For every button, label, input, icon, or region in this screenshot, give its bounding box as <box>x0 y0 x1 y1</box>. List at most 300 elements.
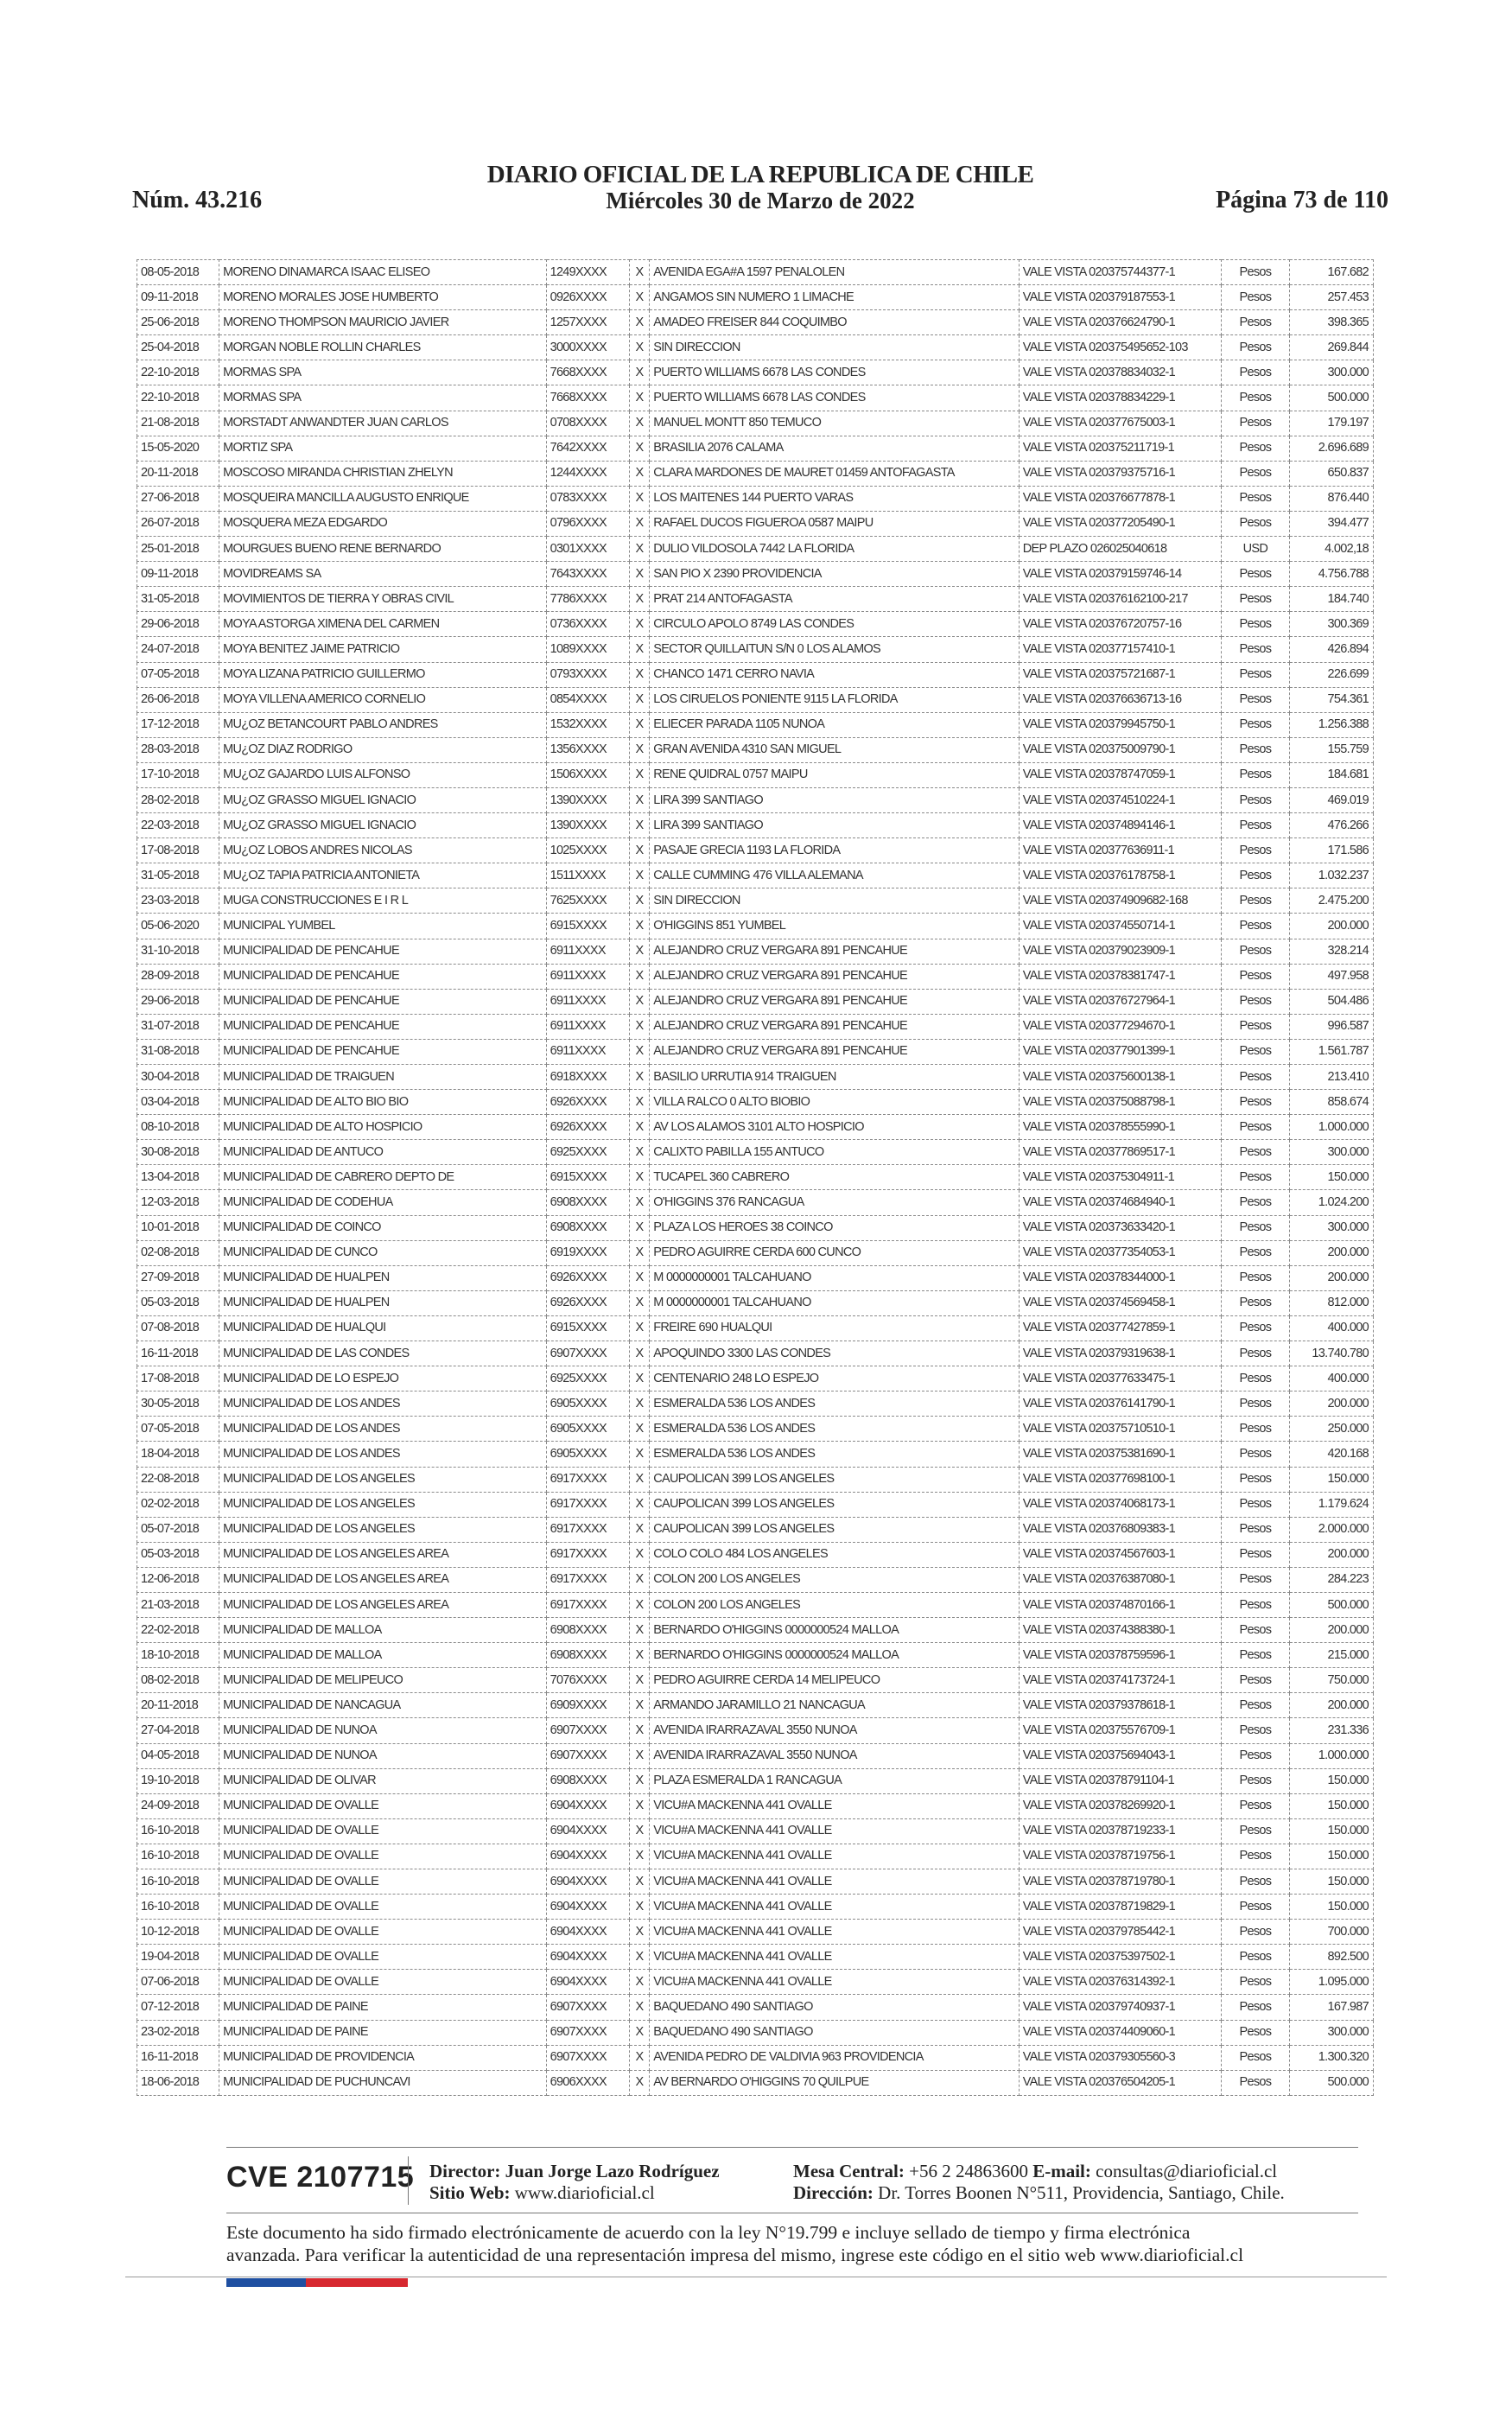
document-cell: VALE VISTA 020376720757-16 <box>1019 612 1221 637</box>
mark-cell: X <box>629 1366 650 1392</box>
table-row <box>137 1718 1374 1743</box>
id-cell: 0736XXXX <box>546 612 629 637</box>
table-row <box>137 562 1374 587</box>
document-cell: VALE VISTA 020378719829-1 <box>1019 1895 1221 1920</box>
name-cell: MUNICIPALIDAD DE COINCO <box>219 1215 546 1240</box>
currency-cell: Pesos <box>1222 1517 1290 1542</box>
mark-cell: X <box>629 335 650 360</box>
document-cell: VALE VISTA 020376727964-1 <box>1019 989 1221 1014</box>
address-cell: CAUPOLICAN 399 LOS ANGELES <box>650 1517 1020 1542</box>
address-cell: O'HIGGINS 851 YUMBEL <box>650 914 1020 939</box>
mark-cell: X <box>629 1743 650 1768</box>
name-cell: MORENO THOMPSON MAURICIO JAVIER <box>219 310 546 335</box>
amount-cell: 167.682 <box>1289 260 1373 285</box>
name-cell: MUNICIPALIDAD DE ALTO BIO BIO <box>219 1090 546 1115</box>
mark-cell: X <box>629 637 650 662</box>
director-label: Director: <box>429 2161 501 2181</box>
address-cell: MANUEL MONTT 850 TEMUCO <box>650 411 1020 436</box>
date-cell: 22-10-2018 <box>137 385 219 411</box>
table-row <box>137 787 1374 812</box>
table-row <box>137 1442 1374 1467</box>
address-cell: VICU#A MACKENNA 441 OVALLE <box>650 1869 1020 1895</box>
amount-cell: 257.453 <box>1289 285 1373 310</box>
date-cell: 16-10-2018 <box>137 1844 219 1869</box>
currency-cell: Pesos <box>1222 1366 1290 1392</box>
date-cell: 31-08-2018 <box>137 1039 219 1064</box>
id-cell: 3000XXXX <box>546 335 629 360</box>
document-cell: VALE VISTA 020374550714-1 <box>1019 914 1221 939</box>
mark-cell: X <box>629 1895 650 1920</box>
mark-cell: X <box>629 1542 650 1567</box>
table-row <box>137 1417 1374 1442</box>
amount-cell: 184.681 <box>1289 762 1373 787</box>
address-cell: APOQUINDO 3300 LAS CONDES <box>650 1341 1020 1366</box>
id-cell: 6907XXXX <box>546 2020 629 2045</box>
document-cell: VALE VISTA 020377294670-1 <box>1019 1014 1221 1039</box>
currency-cell: Pesos <box>1222 385 1290 411</box>
date-cell: 13-04-2018 <box>137 1165 219 1190</box>
table-row <box>137 1165 1374 1190</box>
amount-cell: 500.000 <box>1289 2070 1373 2095</box>
date-cell: 26-06-2018 <box>137 687 219 712</box>
address-cell: SECTOR QUILLAITUN S/N 0 LOS ALAMOS <box>650 637 1020 662</box>
currency-cell: Pesos <box>1222 1869 1290 1895</box>
amount-cell: 398.365 <box>1289 310 1373 335</box>
address-cell: BAQUEDANO 490 SANTIAGO <box>650 2020 1020 2045</box>
id-cell: 0708XXXX <box>546 411 629 436</box>
date-cell: 10-01-2018 <box>137 1215 219 1240</box>
table-row <box>137 2020 1374 2045</box>
date-cell: 20-11-2018 <box>137 1693 219 1718</box>
date-cell: 27-09-2018 <box>137 1265 219 1290</box>
id-cell: 6908XXXX <box>546 1215 629 1240</box>
address-cell: RAFAEL DUCOS FIGUEROA 0587 MAIPU <box>650 511 1020 536</box>
table-row <box>137 1668 1374 1693</box>
mark-cell: X <box>629 1215 650 1240</box>
name-cell: MU¿OZ TAPIA PATRICIA ANTONIETA <box>219 863 546 888</box>
amount-cell: 150.000 <box>1289 1768 1373 1793</box>
currency-cell: Pesos <box>1222 662 1290 687</box>
mark-cell: X <box>629 436 650 461</box>
currency-cell: Pesos <box>1222 989 1290 1014</box>
currency-cell: Pesos <box>1222 335 1290 360</box>
name-cell: MOSQUERA MEZA EDGARDO <box>219 511 546 536</box>
address-cell: ALEJANDRO CRUZ VERGARA 891 PENCAHUE <box>650 1039 1020 1064</box>
name-cell: MORSTADT ANWANDTER JUAN CARLOS <box>219 411 546 436</box>
address-cell: BASILIO URRUTIA 914 TRAIGUEN <box>650 1065 1020 1090</box>
id-cell: 6904XXXX <box>546 1793 629 1818</box>
amount-cell: 167.987 <box>1289 1995 1373 2020</box>
name-cell: MUNICIPALIDAD DE LOS ANGELES AREA <box>219 1542 546 1567</box>
table-row <box>137 888 1374 914</box>
id-cell: 6918XXXX <box>546 1065 629 1090</box>
address-cell: VICU#A MACKENNA 441 OVALLE <box>650 1793 1020 1818</box>
date-cell: 22-10-2018 <box>137 360 219 385</box>
name-cell: MU¿OZ GRASSO MIGUEL IGNACIO <box>219 787 546 812</box>
amount-cell: 250.000 <box>1289 1417 1373 1442</box>
currency-cell: Pesos <box>1222 2020 1290 2045</box>
amount-cell: 184.740 <box>1289 587 1373 612</box>
document-cell: VALE VISTA 020377427859-1 <box>1019 1315 1221 1341</box>
date-cell: 17-12-2018 <box>137 712 219 737</box>
document-cell: VALE VISTA 020374870166-1 <box>1019 1592 1221 1617</box>
date-cell: 07-05-2018 <box>137 662 219 687</box>
address-cell: COLON 200 LOS ANGELES <box>650 1592 1020 1617</box>
date-cell: 28-02-2018 <box>137 787 219 812</box>
id-cell: 6905XXXX <box>546 1392 629 1417</box>
date-cell: 26-07-2018 <box>137 511 219 536</box>
publication-title: DIARIO OFICIAL DE LA REPUBLICA DE CHILE <box>486 161 1034 188</box>
mark-cell: X <box>629 762 650 787</box>
table-row <box>137 1140 1374 1165</box>
address-cell: SIN DIRECCION <box>650 335 1020 360</box>
mark-cell: X <box>629 1567 650 1592</box>
document-cell: VALE VISTA 020379319638-1 <box>1019 1341 1221 1366</box>
table-row <box>137 486 1374 511</box>
mark-cell: X <box>629 411 650 436</box>
table-row <box>137 537 1374 562</box>
document-cell: VALE VISTA 020379187553-1 <box>1019 285 1221 310</box>
mark-cell: X <box>629 939 650 964</box>
document-cell: VALE VISTA 020378834229-1 <box>1019 385 1221 411</box>
document-cell: VALE VISTA 020378381747-1 <box>1019 964 1221 989</box>
address-cell: ALEJANDRO CRUZ VERGARA 891 PENCAHUE <box>650 939 1020 964</box>
email-link[interactable]: consultas@diarioficial.cl <box>1096 2161 1278 2181</box>
mark-cell: X <box>629 1240 650 1265</box>
document-cell: VALE VISTA 020375397502-1 <box>1019 1945 1221 1970</box>
document-cell: VALE VISTA 020376636713-16 <box>1019 687 1221 712</box>
date-cell: 05-06-2020 <box>137 914 219 939</box>
amount-cell: 996.587 <box>1289 1014 1373 1039</box>
amount-cell: 284.223 <box>1289 1567 1373 1592</box>
id-cell: 6907XXXX <box>546 1718 629 1743</box>
table-row <box>137 1618 1374 1643</box>
id-cell: 6915XXXX <box>546 914 629 939</box>
date-cell: 30-05-2018 <box>137 1392 219 1417</box>
address-cell: VILLA RALCO 0 ALTO BIOBIO <box>650 1090 1020 1115</box>
date-cell: 31-05-2018 <box>137 863 219 888</box>
mark-cell: X <box>629 1065 650 1090</box>
document-cell: VALE VISTA 020379159746-14 <box>1019 562 1221 587</box>
name-cell: MUNICIPALIDAD DE OVALLE <box>219 1844 546 1869</box>
name-cell: MUNICIPALIDAD DE LOS ANDES <box>219 1392 546 1417</box>
date-cell: 15-05-2020 <box>137 436 219 461</box>
id-cell: 1025XXXX <box>546 838 629 863</box>
date-cell: 25-01-2018 <box>137 537 219 562</box>
id-cell: 6905XXXX <box>546 1417 629 1442</box>
id-cell: 6925XXXX <box>546 1366 629 1392</box>
address-cell: CIRCULO APOLO 8749 LAS CONDES <box>650 612 1020 637</box>
document-cell: VALE VISTA 020377901399-1 <box>1019 1039 1221 1064</box>
amount-cell: 200.000 <box>1289 1693 1373 1718</box>
director-name: Juan Jorge Lazo Rodríguez <box>505 2161 720 2181</box>
id-cell: 6904XXXX <box>546 1818 629 1844</box>
name-cell: MUNICIPALIDAD DE CUNCO <box>219 1240 546 1265</box>
address-cell: TUCAPEL 360 CABRERO <box>650 1165 1020 1190</box>
table-row <box>137 637 1374 662</box>
mark-cell: X <box>629 964 650 989</box>
date-cell: 21-03-2018 <box>137 1592 219 1617</box>
table-row <box>137 1995 1374 2020</box>
date-cell: 08-10-2018 <box>137 1115 219 1140</box>
date-cell: 08-05-2018 <box>137 260 219 285</box>
table-row <box>137 1392 1374 1417</box>
amount-cell: 1.095.000 <box>1289 1970 1373 1995</box>
name-cell: MUNICIPALIDAD DE PAINE <box>219 1995 546 2020</box>
currency-cell: Pesos <box>1222 1618 1290 1643</box>
address-cell: SIN DIRECCION <box>650 888 1020 914</box>
table-row <box>137 1743 1374 1768</box>
name-cell: MOYA ASTORGA XIMENA DEL CARMEN <box>219 612 546 637</box>
id-cell: 7642XXXX <box>546 436 629 461</box>
currency-cell: Pesos <box>1222 1970 1290 1995</box>
id-cell: 1511XXXX <box>546 863 629 888</box>
currency-cell: Pesos <box>1222 1140 1290 1165</box>
address-cell: AMADEO FREISER 844 COQUIMBO <box>650 310 1020 335</box>
site-link[interactable]: www.diarioficial.cl <box>514 2182 655 2203</box>
mark-cell: X <box>629 1492 650 1517</box>
date-cell: 09-11-2018 <box>137 562 219 587</box>
currency-cell: Pesos <box>1222 1643 1290 1668</box>
currency-cell: Pesos <box>1222 1014 1290 1039</box>
amount-cell: 150.000 <box>1289 1895 1373 1920</box>
mark-cell: X <box>629 486 650 511</box>
amount-cell: 200.000 <box>1289 1618 1373 1643</box>
id-cell: 1249XXXX <box>546 260 629 285</box>
name-cell: MUNICIPALIDAD DE LO ESPEJO <box>219 1366 546 1392</box>
document-cell: VALE VISTA 020376178758-1 <box>1019 863 1221 888</box>
document-cell: VALE VISTA 020379785442-1 <box>1019 1920 1221 1945</box>
table-row <box>137 385 1374 411</box>
name-cell: MU¿OZ LOBOS ANDRES NICOLAS <box>219 838 546 863</box>
document-cell: VALE VISTA 020374909682-168 <box>1019 888 1221 914</box>
date-cell: 19-04-2018 <box>137 1945 219 1970</box>
name-cell: MOYA VILLENA AMERICO CORNELIO <box>219 687 546 712</box>
currency-cell: Pesos <box>1222 486 1290 511</box>
mark-cell: X <box>629 385 650 411</box>
address-cell: ESMERALDA 536 LOS ANDES <box>650 1392 1020 1417</box>
currency-cell: Pesos <box>1222 1115 1290 1140</box>
address-cell: ESMERALDA 536 LOS ANDES <box>650 1417 1020 1442</box>
name-cell: MORMAS SPA <box>219 385 546 411</box>
document-cell: VALE VISTA 020379945750-1 <box>1019 712 1221 737</box>
currency-cell: Pesos <box>1222 1567 1290 1592</box>
amount-cell: 876.440 <box>1289 486 1373 511</box>
amount-cell: 497.958 <box>1289 964 1373 989</box>
document-cell: VALE VISTA 020375744377-1 <box>1019 260 1221 285</box>
table-row <box>137 1014 1374 1039</box>
amount-cell: 500.000 <box>1289 385 1373 411</box>
page-header <box>130 161 1391 214</box>
name-cell: MU¿OZ BETANCOURT PABLO ANDRES <box>219 712 546 737</box>
date-cell: 25-04-2018 <box>137 335 219 360</box>
mark-cell: X <box>629 838 650 863</box>
flag-stripe-blue <box>226 2278 306 2287</box>
mark-cell: X <box>629 1517 650 1542</box>
table-row <box>137 989 1374 1014</box>
currency-cell: Pesos <box>1222 1542 1290 1567</box>
name-cell: MORTIZ SPA <box>219 436 546 461</box>
currency-cell: Pesos <box>1222 360 1290 385</box>
mark-cell: X <box>629 260 650 285</box>
address-cell: ALEJANDRO CRUZ VERGARA 891 PENCAHUE <box>650 964 1020 989</box>
date-cell: 16-10-2018 <box>137 1895 219 1920</box>
id-cell: 6917XXXX <box>546 1467 629 1492</box>
currency-cell: Pesos <box>1222 1768 1290 1793</box>
address-cell: LIRA 399 SANTIAGO <box>650 813 1020 838</box>
currency-cell: Pesos <box>1222 863 1290 888</box>
mark-cell: X <box>629 1392 650 1417</box>
name-cell: MUNICIPALIDAD DE LOS ANGELES AREA <box>219 1592 546 1617</box>
document-cell: VALE VISTA 020375495652-103 <box>1019 335 1221 360</box>
records-table-body <box>137 260 1374 2096</box>
name-cell: MUNICIPALIDAD DE LAS CONDES <box>219 1341 546 1366</box>
table-row <box>137 1467 1374 1492</box>
table-row <box>137 1290 1374 1315</box>
name-cell: MUNICIPALIDAD DE OVALLE <box>219 1945 546 1970</box>
amount-cell: 426.894 <box>1289 637 1373 662</box>
currency-cell: Pesos <box>1222 687 1290 712</box>
date-cell: 23-02-2018 <box>137 2020 219 2045</box>
document-cell: VALE VISTA 020373633420-1 <box>1019 1215 1221 1240</box>
date-cell: 07-06-2018 <box>137 1970 219 1995</box>
table-row <box>137 1492 1374 1517</box>
document-cell: VALE VISTA 020375009790-1 <box>1019 737 1221 762</box>
document-cell: VALE VISTA 020377205490-1 <box>1019 511 1221 536</box>
address-cell: CALIXTO PABILLA 155 ANTUCO <box>650 1140 1020 1165</box>
document-cell: VALE VISTA 020375576709-1 <box>1019 1718 1221 1743</box>
table-row <box>137 1920 1374 1945</box>
amount-cell: 400.000 <box>1289 1366 1373 1392</box>
id-cell: 0926XXXX <box>546 285 629 310</box>
date-cell: 22-08-2018 <box>137 1467 219 1492</box>
address-cell: CHANCO 1471 CERRO NAVIA <box>650 662 1020 687</box>
currency-cell: Pesos <box>1222 511 1290 536</box>
currency-cell: Pesos <box>1222 1895 1290 1920</box>
date-cell: 10-12-2018 <box>137 1920 219 1945</box>
table-row <box>137 1190 1374 1215</box>
document-cell: VALE VISTA 020375304911-1 <box>1019 1165 1221 1190</box>
date-cell: 22-02-2018 <box>137 1618 219 1643</box>
document-cell: VALE VISTA 020377633475-1 <box>1019 1366 1221 1392</box>
date-cell: 21-08-2018 <box>137 411 219 436</box>
address-cell: PEDRO AGUIRRE CERDA 600 CUNCO <box>650 1240 1020 1265</box>
address-cell: PASAJE GRECIA 1193 LA FLORIDA <box>650 838 1020 863</box>
amount-cell: 394.477 <box>1289 511 1373 536</box>
name-cell: MUNICIPALIDAD DE PAINE <box>219 2020 546 2045</box>
name-cell: MUGA CONSTRUCCIONES E I R L <box>219 888 546 914</box>
flag-stripe-red <box>306 2278 408 2287</box>
id-cell: 6926XXXX <box>546 1090 629 1115</box>
mark-cell: X <box>629 2070 650 2095</box>
address-cell: VICU#A MACKENNA 441 OVALLE <box>650 1970 1020 1995</box>
mark-cell: X <box>629 787 650 812</box>
date-cell: 29-06-2018 <box>137 612 219 637</box>
document-cell: VALE VISTA 020375211719-1 <box>1019 436 1221 461</box>
currency-cell: Pesos <box>1222 964 1290 989</box>
address-cell: LOS CIRUELOS PONIENTE 9115 LA FLORIDA <box>650 687 1020 712</box>
amount-cell: 269.844 <box>1289 335 1373 360</box>
address-cell: ANGAMOS SIN NUMERO 1 LIMACHE <box>650 285 1020 310</box>
currency-cell: Pesos <box>1222 1793 1290 1818</box>
table-row <box>137 939 1374 964</box>
address-cell: PUERTO WILLIAMS 6678 LAS CONDES <box>650 360 1020 385</box>
document-cell: VALE VISTA 020377698100-1 <box>1019 1467 1221 1492</box>
amount-cell: 476.266 <box>1289 813 1373 838</box>
name-cell: MOYA BENITEZ JAIME PATRICIO <box>219 637 546 662</box>
currency-cell: Pesos <box>1222 888 1290 914</box>
id-cell: 6907XXXX <box>546 1341 629 1366</box>
id-cell: 6907XXXX <box>546 1995 629 2020</box>
mark-cell: X <box>629 1140 650 1165</box>
amount-cell: 754.361 <box>1289 687 1373 712</box>
name-cell: MUNICIPAL YUMBEL <box>219 914 546 939</box>
document-cell: VALE VISTA 020374569458-1 <box>1019 1290 1221 1315</box>
mark-cell: X <box>629 1869 650 1895</box>
document-cell: VALE VISTA 020375721687-1 <box>1019 662 1221 687</box>
address-cell: ARMANDO JARAMILLO 21 NANCAGUA <box>650 1693 1020 1718</box>
address-cell: PRAT 214 ANTOFAGASTA <box>650 587 1020 612</box>
contact-block <box>793 2161 1285 2204</box>
id-cell: 6908XXXX <box>546 1643 629 1668</box>
table-row <box>137 461 1374 486</box>
document-cell: VALE VISTA 020374684940-1 <box>1019 1190 1221 1215</box>
mark-cell: X <box>629 511 650 536</box>
name-cell: MOVIDREAMS SA <box>219 562 546 587</box>
document-cell: VALE VISTA 020376624790-1 <box>1019 310 1221 335</box>
table-row <box>137 310 1374 335</box>
address-cell: COLON 200 LOS ANGELES <box>650 1567 1020 1592</box>
currency-cell: Pesos <box>1222 1668 1290 1693</box>
document-cell: VALE VISTA 020374409060-1 <box>1019 2020 1221 2045</box>
document-cell: VALE VISTA 020378344000-1 <box>1019 1265 1221 1290</box>
mark-cell: X <box>629 360 650 385</box>
address-cell: COLO COLO 484 LOS ANGELES <box>650 1542 1020 1567</box>
name-cell: MUNICIPALIDAD DE OVALLE <box>219 1818 546 1844</box>
id-cell: 6915XXXX <box>546 1165 629 1190</box>
table-row <box>137 813 1374 838</box>
currency-cell: Pesos <box>1222 2045 1290 2070</box>
currency-cell: Pesos <box>1222 1592 1290 1617</box>
id-cell: 6926XXXX <box>546 1265 629 1290</box>
name-cell: MUNICIPALIDAD DE HUALPEN <box>219 1265 546 1290</box>
id-cell: 6911XXXX <box>546 939 629 964</box>
table-row <box>137 1215 1374 1240</box>
table-row <box>137 1945 1374 1970</box>
document-cell: VALE VISTA 020379378618-1 <box>1019 1693 1221 1718</box>
table-row <box>137 511 1374 536</box>
amount-cell: 155.759 <box>1289 737 1373 762</box>
table-row <box>137 712 1374 737</box>
amount-cell: 858.674 <box>1289 1090 1373 1115</box>
address-cell: CAUPOLICAN 399 LOS ANGELES <box>650 1492 1020 1517</box>
mark-cell: X <box>629 1014 650 1039</box>
id-cell: 6917XXXX <box>546 1542 629 1567</box>
name-cell: MUNICIPALIDAD DE CODEHUA <box>219 1190 546 1215</box>
mark-cell: X <box>629 2045 650 2070</box>
mark-cell: X <box>629 537 650 562</box>
mark-cell: X <box>629 1995 650 2020</box>
amount-cell: 300.000 <box>1289 1215 1373 1240</box>
address-cell: CLARA MARDONES DE MAURET 01459 ANTOFAGASTA <box>650 461 1020 486</box>
amount-cell: 200.000 <box>1289 1542 1373 1567</box>
currency-cell: Pesos <box>1222 2070 1290 2095</box>
name-cell: MUNICIPALIDAD DE NANCAGUA <box>219 1693 546 1718</box>
id-cell: 1390XXXX <box>546 813 629 838</box>
table-row <box>137 2070 1374 2095</box>
currency-cell: Pesos <box>1222 1392 1290 1417</box>
currency-cell: Pesos <box>1222 1492 1290 1517</box>
